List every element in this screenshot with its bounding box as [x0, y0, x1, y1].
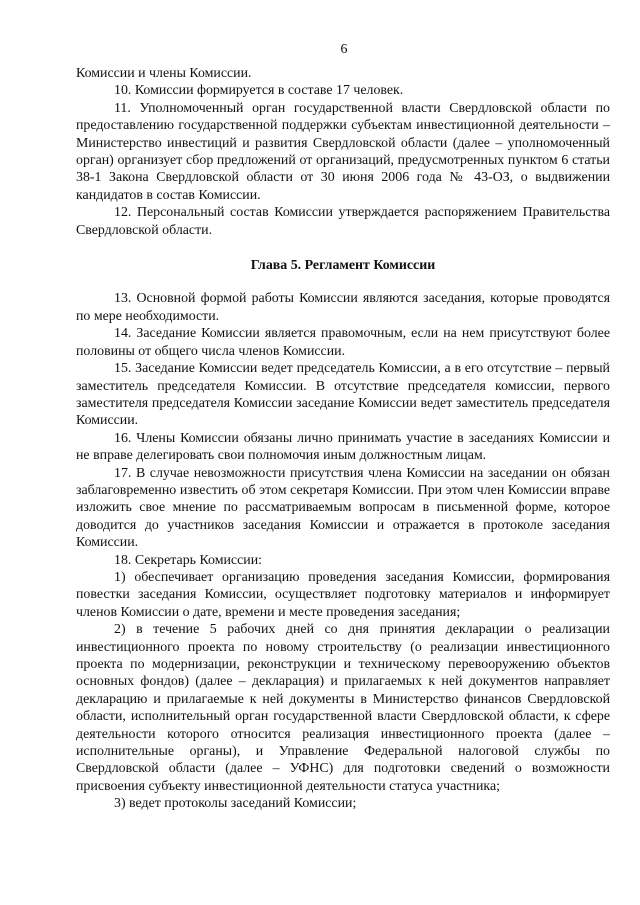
paragraph-18: 18. Секретарь Комиссии:	[114, 552, 262, 568]
paragraph-12: 12. Персональный состав Комиссии утверждается распоряжением Правительства Свердловской области.	[76, 205, 610, 238]
list-item-2: 2) в течение 5 рабочих дней со дня принятия декларации о реализации инвестиционного проекта по новому строительству (о реализации инвестиционного проекта по модернизации, реконструкции и техническому перевооружению объектов основных фондов) (далее – декларация) и прилагаемых к ней документов направляет декларацию и прилагаемые к ней документы в Министерство финансов Свердловской области, исполнительный орган государственной власти Свердловской области, к сфере деятельности которого относится реализация инвестиционного проекта (далее – исполнительные органы), и Управление Федеральной налоговой службы по Свердловской области (далее – УФНС) для подготовки сведений о возможности присвоения субъекту инвестиционной деятельности статуса участника;	[76, 622, 610, 794]
paragraph-10: 10. Комиссии формируется в составе 17 человек.	[114, 83, 404, 99]
paragraph-16: 16. Члены Комиссии обязаны лично принимать участие в заседаниях Комиссии и не вправе делегировать свои полномочия иным должностным лицам.	[76, 430, 610, 464]
page-number: 6	[340, 42, 348, 57]
document-body	[76, 65, 610, 813]
paragraph-17: 17. В случае невозможности присутствия члена Комиссии на заседании он обязан заблаговременно известить об этом секретаря Комиссии. При этом член Комиссии вправе изложить свое мнение по рассматриваемым вопросам в письменной форме, которое доводится до участников заседания Комиссии и отражается в протоколе заседания Комиссии.	[76, 465, 610, 551]
paragraph-15: 15. Заседание Комиссии ведет председатель Комиссии, а в его отсутствие – первый заместитель председателя Комиссии. В отсутствие председателя комиссии, первого заместителя председателя Комиссии заседание Комиссии ведет заместитель председателя Комиссии.	[76, 361, 610, 429]
chapter-heading: Глава 5. Регламент Комиссии	[250, 258, 436, 274]
list-item-3: 3) ведет протоколы заседаний Комиссии;	[114, 796, 357, 812]
paragraph-11: 11. Уполномоченный орган государственной власти Свердловской области по предоставлению государственной поддержки субъектам инвестиционной деятельности – Министерство инвестиций и развития Свердловской области (далее – уполномоченный орган) организует сбор предложений от организаций, предусмотренных пунктом 6 статьи 38-1 Закона Свердловской области от 30 июня 2006 года № 43-ОЗ, о выдвижении кандидатов в состав Комиссии.	[76, 100, 610, 203]
paragraph-continuation: Комиссии и члены Комиссии.	[76, 66, 252, 81]
paragraph-14: 14. Заседание Комиссии является правомочным, если на нем присутствуют более половины от общего числа членов Комиссии.	[76, 326, 610, 359]
list-item-1: 1) обеспечивает организацию проведения заседания Комиссии, формирования повестки заседания Комиссии, осуществляет подготовку материалов и информирует членов Комиссии о дате, времени и месте проведения заседания;	[76, 569, 610, 620]
paragraph-13: 13. Основной формой работы Комиссии являются заседания, которые проводятся по мере необходимости.	[76, 291, 610, 324]
